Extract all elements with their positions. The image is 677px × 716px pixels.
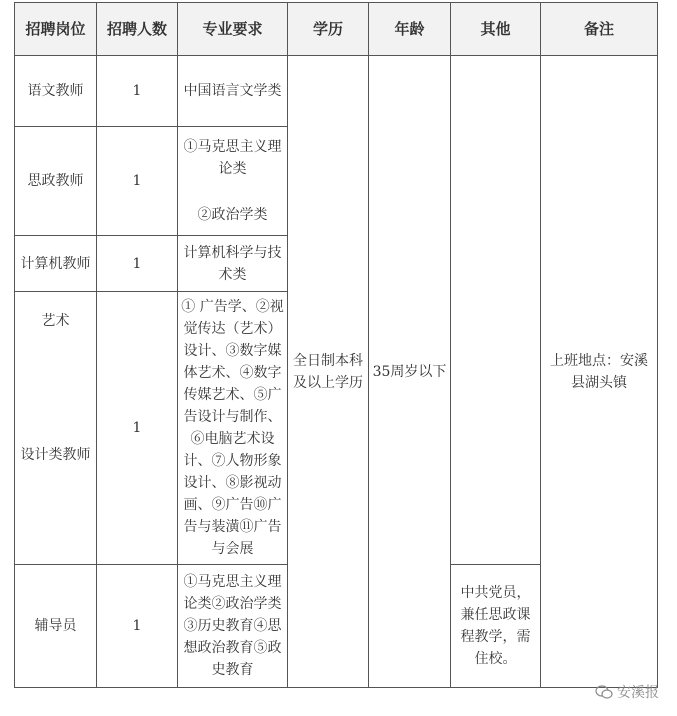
major-item: ②政治学类 bbox=[197, 207, 268, 223]
header-other: 其他 bbox=[451, 3, 541, 56]
watermark-text: 安溪报 bbox=[617, 685, 659, 701]
recruitment-table bbox=[14, 2, 658, 688]
remark-cell: 上班地点：安溪县湖头镇 bbox=[541, 56, 658, 688]
position-cell: 思政教师 bbox=[15, 127, 97, 236]
header-remark: 备注 bbox=[541, 3, 658, 56]
position-line: 艺术 bbox=[41, 313, 70, 329]
watermark bbox=[595, 682, 659, 702]
major-cell: ①马克思主义理论类②政治学类③历史教育④思想政治教育⑤政史教育 bbox=[178, 565, 288, 688]
count-cell: 1 bbox=[97, 565, 178, 688]
header-major: 专业要求 bbox=[178, 3, 288, 56]
other-cell-empty bbox=[451, 56, 541, 565]
header-row bbox=[15, 3, 658, 56]
major-cell: ① 广告学、②视觉传达（艺术）设计、③数字媒体艺术、④数字传媒艺术、⑤广告设计与制作、⑥电脑艺术设计、⑦人物形象设计、⑧影视动画、⑨广告⑩广告与装潢⑪广告与会展 bbox=[178, 292, 288, 565]
header-count: 招聘人数 bbox=[97, 3, 178, 56]
table-row bbox=[15, 56, 658, 127]
position-line: 设计类教师 bbox=[20, 447, 91, 463]
position-cell: 语文教师 bbox=[15, 56, 97, 127]
header-age: 年龄 bbox=[369, 3, 451, 56]
wechat-icon bbox=[595, 685, 613, 699]
major-item: ①马克思主义理论类 bbox=[183, 139, 282, 177]
major-cell bbox=[178, 127, 288, 236]
count-cell: 1 bbox=[97, 56, 178, 127]
header-education: 学历 bbox=[288, 3, 369, 56]
count-cell: 1 bbox=[97, 127, 178, 236]
count-cell: 1 bbox=[97, 292, 178, 565]
position-cell: 计算机教师 bbox=[15, 236, 97, 292]
other-cell: 中共党员，兼任思政课程教学，需住校。 bbox=[451, 565, 541, 688]
header-position: 招聘岗位 bbox=[15, 3, 97, 56]
position-cell bbox=[15, 292, 97, 565]
position-cell: 辅导员 bbox=[15, 565, 97, 688]
count-cell: 1 bbox=[97, 236, 178, 292]
major-cell: 计算机科学与技术类 bbox=[178, 236, 288, 292]
age-cell: 35周岁以下 bbox=[369, 56, 451, 688]
major-cell: 中国语言文学类 bbox=[178, 56, 288, 127]
education-cell: 全日制本科及以上学历 bbox=[288, 56, 369, 688]
